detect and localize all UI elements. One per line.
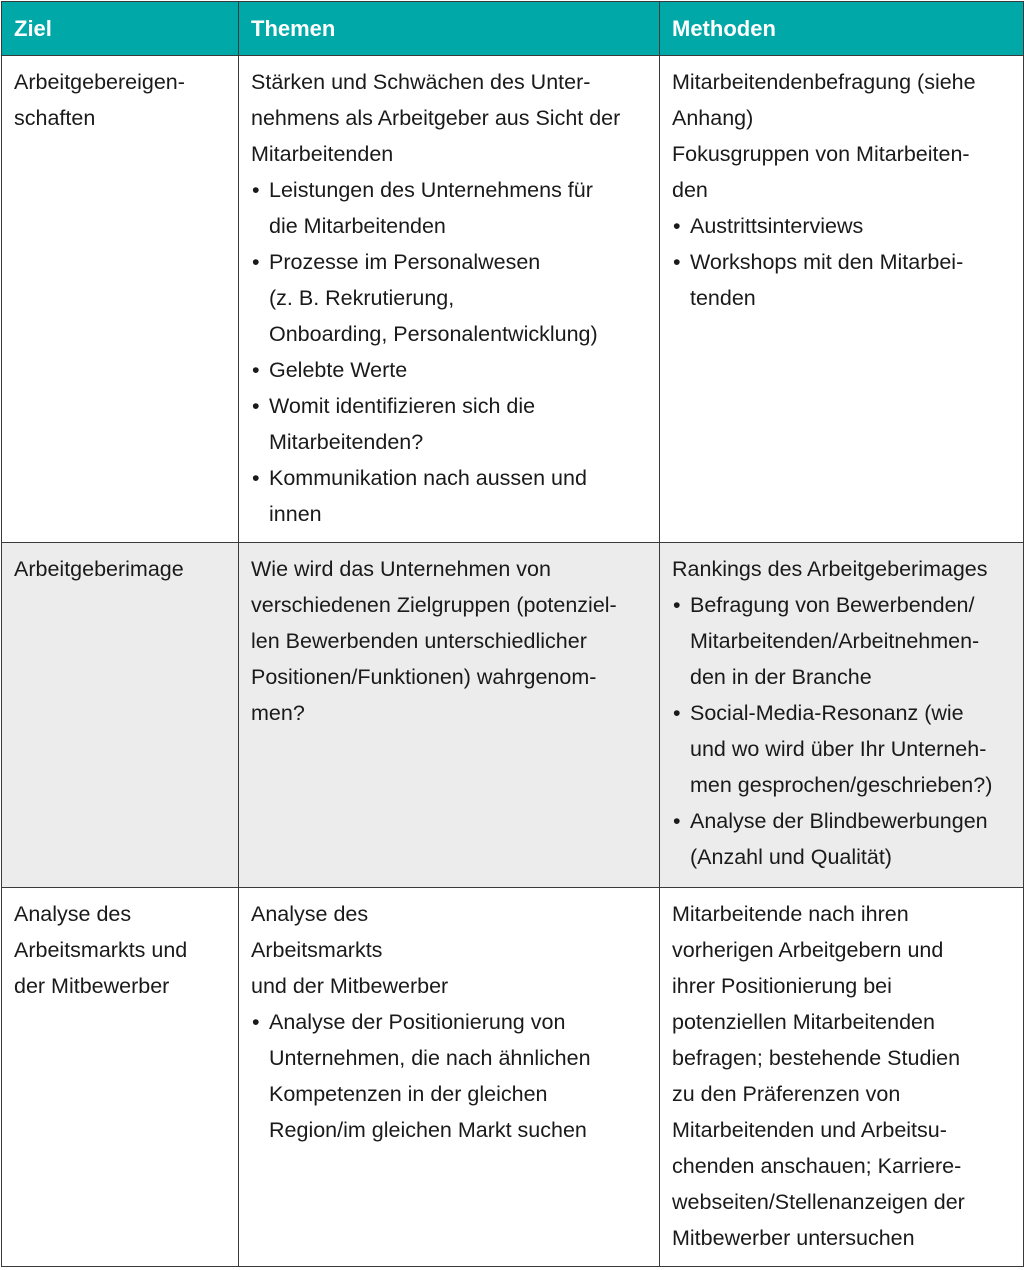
themen-line: und der Mitbewerber: [251, 974, 449, 998]
themen-line: Wie wird das Unternehmen von: [251, 557, 551, 581]
ziel-line: Analyse des: [14, 902, 132, 926]
cell-ziel: [2, 888, 239, 1267]
themen-bullet-line: die Mitarbeitenden: [269, 214, 446, 238]
methoden-bullet-item: [672, 244, 1011, 316]
methoden-bullet-line: • Austrittsinterviews: [690, 214, 864, 238]
methoden-bullet-list: [672, 587, 1011, 875]
methoden-bullet-item: [672, 208, 1011, 244]
methoden-bullet-line: men gesprochen/geschrieben?): [690, 773, 993, 797]
themen-line: Mitarbeitenden: [251, 142, 394, 166]
cell-methoden: [660, 888, 1024, 1267]
methoden-line: webseiten/Stellenanzeigen der: [672, 1190, 965, 1214]
methoden-bullet-line: • Workshops mit den Mitarbei-: [690, 250, 964, 274]
themen-bullet-line: • Prozesse im Personalwesen: [269, 250, 541, 274]
cell-themen: [239, 56, 660, 543]
methoden-bullet-line: (Anzahl und Qualität): [690, 845, 892, 869]
ziel-line: schaften: [14, 106, 96, 130]
methoden-bullet-line: den in der Branche: [690, 665, 872, 689]
ziel-line: der Mitbewerber: [14, 974, 170, 998]
themen-bullet-item: [251, 388, 647, 460]
themen-bullet-line: Kompetenzen in der gleichen: [269, 1082, 548, 1106]
comparison-table: [1, 1, 1024, 1267]
themen-bullet-item: [251, 460, 647, 532]
themen-bullet-line: (z. B. Rekrutierung,: [269, 286, 455, 310]
methoden-bullet-item: [672, 587, 1011, 695]
themen-bullet-line: • Gelebte Werte: [269, 358, 408, 382]
themen-bullet-item: [251, 244, 647, 352]
methoden-line: potenziellen Mitarbeitenden: [672, 1010, 935, 1034]
themen-line: len Bewerbenden unterschiedlicher: [251, 629, 587, 653]
themen-bullet-line: Unternehmen, die nach ähnlichen: [269, 1046, 591, 1070]
themen-bullet-line: Mitarbeitenden?: [269, 430, 424, 454]
methoden-bullet-line: • Social-Media-Resonanz (wie: [690, 701, 964, 725]
methoden-line: ihrer Positionierung bei: [672, 974, 892, 998]
methoden-line: Fokusgruppen von Mitarbeiten-: [672, 142, 970, 166]
methoden-line: zu den Präferenzen von: [672, 1082, 901, 1106]
methoden-bullet-line: Mitarbeitenden/Arbeitnehmen-: [690, 629, 980, 653]
themen-bullet-list: [251, 1004, 647, 1148]
themen-bullet-line: • Analyse der Positionierung von: [269, 1010, 566, 1034]
methoden-bullet-line: • Befragung von Bewerbenden/: [690, 593, 975, 617]
themen-bullet-line: • Leistungen des Unternehmens für: [269, 178, 593, 202]
table-row: [2, 888, 1024, 1267]
ziel-line: Arbeitsmarkts und: [14, 938, 188, 962]
themen-line: men?: [251, 701, 305, 725]
cell-themen: [239, 543, 660, 888]
themen-bullet-line: Onboarding, Personalentwicklung): [269, 322, 598, 346]
themen-line: nehmens als Arbeitgeber aus Sicht der: [251, 106, 621, 130]
methoden-line: Anhang): [672, 106, 754, 130]
ziel-line: Arbeitgebereigen-: [14, 70, 185, 94]
themen-bullet-line: • Womit identifizieren sich die: [269, 394, 536, 418]
header-methoden: Methoden: [660, 2, 1024, 56]
themen-bullet-line: innen: [269, 502, 322, 526]
themen-bullet-item: [251, 1004, 647, 1148]
table-row: [2, 543, 1024, 888]
themen-line: Positionen/Funktionen) wahrgenom-: [251, 665, 597, 689]
themen-bullet-item: [251, 352, 647, 388]
table-row: [2, 56, 1024, 543]
header-themen: Themen: [239, 2, 660, 56]
cell-ziel: [2, 543, 239, 888]
methoden-line: Mitbewerber untersuchen: [672, 1226, 915, 1250]
methoden-line: Rankings des Arbeitgeberimages: [672, 557, 988, 581]
methoden-bullet-item: [672, 803, 1011, 875]
table-header-row: [2, 2, 1024, 56]
themen-line: Analyse des: [251, 902, 369, 926]
cell-themen: [239, 888, 660, 1267]
methoden-line: vorherigen Arbeitgebern und: [672, 938, 944, 962]
methoden-bullet-line: • Analyse der Blindbewerbungen: [690, 809, 988, 833]
themen-line: verschiedenen Zielgruppen (potenziel-: [251, 593, 617, 617]
themen-line: Stärken und Schwächen des Unter-: [251, 70, 591, 94]
methoden-bullet-line: und wo wird über Ihr Unterneh-: [690, 737, 987, 761]
themen-line: Arbeitsmarkts: [251, 938, 383, 962]
methoden-bullet-list: [672, 208, 1011, 316]
methoden-bullet-line: tenden: [690, 286, 756, 310]
header-ziel: Ziel: [2, 2, 239, 56]
methoden-line: Mitarbeitenden und Arbeitsu-: [672, 1118, 947, 1142]
cell-methoden: [660, 56, 1024, 543]
methoden-line: chenden anschauen; Karriere-: [672, 1154, 962, 1178]
themen-bullet-line: Region/im gleichen Markt suchen: [269, 1118, 587, 1142]
methoden-line: Mitarbeitendenbefragung (siehe: [672, 70, 976, 94]
methoden-line: Mitarbeitende nach ihren: [672, 902, 909, 926]
ziel-line: Arbeitgeberimage: [14, 557, 184, 581]
themen-bullet-line: • Kommunikation nach aussen und: [269, 466, 587, 490]
themen-bullet-list: [251, 172, 647, 532]
methoden-line: den: [672, 178, 708, 202]
methoden-line: befragen; bestehende Studien: [672, 1046, 961, 1070]
cell-methoden: [660, 543, 1024, 888]
methoden-bullet-item: [672, 695, 1011, 803]
themen-bullet-item: [251, 172, 647, 244]
cell-ziel: [2, 56, 239, 543]
